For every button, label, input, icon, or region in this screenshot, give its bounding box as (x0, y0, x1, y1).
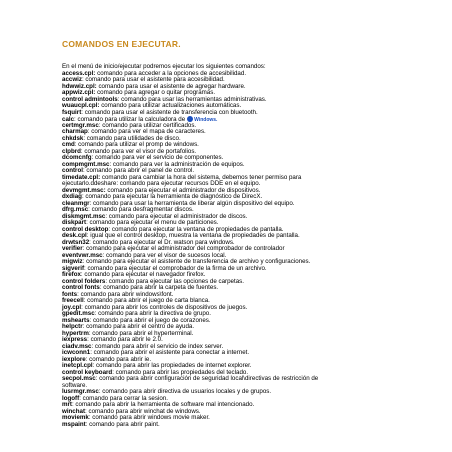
command-name: helpctr (62, 323, 83, 330)
command-description: : comando para abrir la directiva de grupo. (94, 310, 211, 317)
command-name: verifier (62, 245, 83, 252)
command-description: : comando para ejecutar el asistente de transferencia de archivo y configuraciones. (82, 258, 311, 265)
command-description: : comando para abrir windows\font. (77, 290, 174, 298)
command-description: : comando para abrir windows movie maker. (88, 414, 210, 421)
command-description: comando para cambiar la hora del sistema, debemos tener permiso para (100, 173, 302, 181)
command-name: mrt (62, 401, 72, 408)
command-description: : igual que el control desktop, muestra la ventana de propiedades de pantalla. (86, 232, 300, 239)
command-description: : comando para ver el visor de sucesos local. (102, 251, 227, 259)
command-description: comando para usar el asistente de agregar hardware. (96, 82, 246, 90)
command-name: cleanmgr (62, 199, 90, 207)
command-description: comando para ejecutar el administrador de dispositivos. (105, 186, 261, 194)
command-name: firefox (62, 271, 81, 278)
command-description: : comando para ver el visor de portafolios. (80, 147, 197, 155)
command-name: fsquirt (62, 108, 82, 116)
command-description: : comando para utilidades de disco. (83, 134, 181, 142)
command-name: charmap (62, 128, 88, 135)
command-name: lusrmgr.msc (62, 388, 99, 395)
command-name: secpol.msc (62, 375, 96, 382)
command-description: : comando para abrir paint. (85, 420, 160, 428)
command-entry-continuation: ejecutarlo.ddeshare: comando para ejecutar recursos DDE en el equipo. (62, 180, 261, 187)
command-description: : comando para abrir el centro de ayuda. (82, 323, 195, 330)
command-description: : comando para abrir el panel de control. (82, 167, 195, 174)
command-name: winchat (62, 407, 86, 415)
command-name: gpedit.msc (62, 310, 95, 317)
command-name: mshearts (62, 316, 90, 324)
command-name: timedate.cpl: (62, 173, 101, 181)
command-description: comando para utilizar actualizaciones automáticas. (99, 102, 242, 109)
document-title: COMANDOS EN EJECUTAR. (62, 39, 181, 49)
command-description: : comando para ejecutar el Dr. watson para windows. (89, 238, 235, 246)
command-description: : comando para ver la administración de equipos. (109, 160, 245, 168)
command-description: : comando para abrir directiva de usuarios locales y de grupos. (98, 388, 272, 395)
command-name: dfrg.msc (62, 206, 89, 213)
command-description: : comando para ejecutar el comprobador de la firma de un archivo. (84, 264, 267, 272)
command-description: : comando para abrir el hyperterminal. (88, 329, 194, 337)
command-name: chkdsk (62, 134, 84, 142)
command-description: : comando para ejecutar la ventana de propiedades de pantalla. (108, 225, 284, 233)
command-description: : comando para ejecutar el administrador del comprobador de controlador (82, 245, 285, 252)
command-description: : comando para abrir la herramienta de software mal intencionado. (71, 401, 255, 408)
command-name: hypertrm (62, 329, 89, 337)
command-entry-continuation: software. (62, 381, 88, 389)
command-description: : comando para ejecutar el menu de particiones. (86, 219, 219, 226)
command-name: calc (62, 116, 75, 123)
command-description: : comando para ejecutar el administrador de discos. (105, 212, 248, 220)
command-description: : comando para ejecutar la herramienta de diagnóstico de DirecX. (81, 193, 263, 200)
command-description: : comando para cerrar la sesion. (79, 394, 168, 402)
command-name: control fonts (62, 284, 100, 291)
command-description: : comando para ver el servicio de componentes. (91, 154, 224, 161)
command-name: control desktop (62, 225, 109, 233)
command-name: control admintools (62, 95, 118, 103)
command-description: : comando para abrir ie. (85, 355, 152, 363)
command-description: : comando para usar la herramienta de liberar algún dispositivo del equipo. (89, 199, 295, 207)
command-name: icwconn1 (62, 349, 91, 356)
command-name: drwtsn32 (62, 238, 90, 246)
command-name: diskpart (62, 219, 87, 226)
command-name: compmgmt.msc (62, 160, 110, 168)
command-description: : comando para abrir winchat de windows. (85, 407, 201, 415)
command-description: : comando para abrir configuración de seguridad local\directivas de restricción de (95, 375, 319, 382)
command-name: control (62, 167, 83, 174)
command-name: fonts (62, 290, 78, 298)
command-description: : comando para desfragmentar discos. (88, 206, 194, 213)
command-description: : comando para abrir el juego de carta blanca. (83, 297, 210, 304)
command-name: joy.cpl (62, 303, 82, 311)
command-name: control keyboard (62, 368, 113, 376)
command-name: mspaint (62, 420, 86, 428)
command-name: sigverif (62, 264, 85, 272)
command-name: wuaucpl.cpl: (62, 102, 100, 109)
command-name: certmgr.msc (62, 121, 99, 129)
command-name: appwiz.cpl: (62, 89, 96, 96)
command-description: : comando para abrir el servicio de index server. (91, 342, 224, 350)
command-description: comando para agregar o quitar programas. (95, 89, 216, 96)
command-name: dxdiag (62, 193, 82, 200)
command-description: : comando para usar el asistente para accesibilidad. (81, 76, 225, 83)
command-name: eventvwr.msc (62, 251, 103, 259)
command-description: : comando para abrir el juego de corazones. (89, 316, 211, 324)
command-name: freecell (62, 297, 84, 304)
command-name: inetcpl.cpl (62, 362, 93, 369)
command-list (62, 71, 402, 429)
command-description: : comando para abrir las propiedades de internet explorer. (92, 362, 252, 369)
command-name: iexpress (62, 336, 88, 343)
command-description: : comando para abrir las propiedades del teclado. (112, 368, 249, 376)
command-name: ciadv.msc (62, 342, 92, 350)
command-name: dcomcnfg (62, 154, 92, 161)
command-description: : comando para ver el mapa de caracteres. (87, 128, 206, 135)
command-name: cmd (62, 141, 75, 148)
command-description: : comando para abrir le 2.0. (87, 336, 163, 343)
command-description: : comando para abrir los controles de dispositivos de juegos. (81, 303, 248, 311)
command-name: access.cpl: (62, 69, 96, 77)
command-description: : comando para usar el asistente de transferencia con bluetooth. (81, 108, 258, 116)
command-description: : comando para abrir la carpeta de fuentes. (99, 284, 219, 291)
command-name: control folders (62, 277, 106, 285)
command-entry (62, 422, 402, 429)
command-description: : comando para ejecutar las opciones de carpetas. (105, 277, 244, 285)
command-description: comando para acceder a la opciones de accesibilidad. (95, 69, 247, 77)
command-name: migwiz (62, 258, 83, 265)
command-name: accwiz (62, 76, 82, 83)
command-name: clpbrd (62, 147, 81, 155)
command-name: desk.cpl (62, 232, 87, 239)
command-description: : comando para abrir el asistente para conectar a internet. (90, 349, 250, 356)
command-name: logoff (62, 394, 80, 402)
command-description: : comando para utilizar el promp de windows. (74, 141, 199, 148)
intro-text: En el menú de inicio/ejecutar podremos ejecutar los siguientes comandos: (62, 63, 266, 70)
windows-word: Windows. (194, 117, 218, 123)
command-description: : comando para ejecutar el navegador firefox. (80, 271, 206, 278)
command-name: diskmgmt.msc (62, 212, 106, 220)
command-name: hdwwiz.cpl: (62, 82, 97, 90)
command-name: iexplore (62, 355, 86, 363)
command-description: : comando para usar las herramientas administrativas. (117, 95, 267, 103)
command-name: devmgmt.msc: (62, 186, 106, 194)
command-description: : comando para utilizar certificados. (98, 121, 197, 129)
command-description: : comando para utilizar la calculadora de (74, 116, 186, 123)
command-name: moviemk (62, 414, 89, 421)
